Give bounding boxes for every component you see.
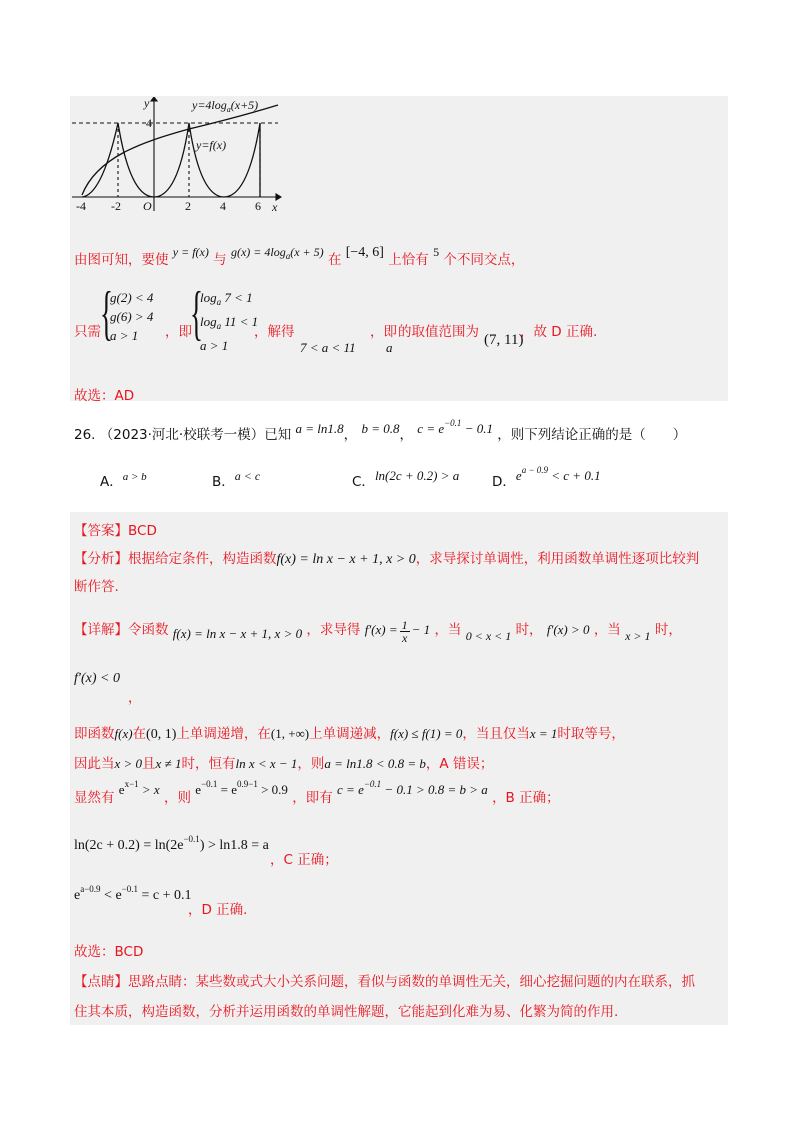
text: ，A 错误； bbox=[425, 756, 494, 772]
text: 上恰有 bbox=[388, 252, 429, 268]
comma: ， bbox=[128, 690, 142, 706]
question-26: 26. （2023·河北·校联考一模）已知 a = ln1.8， b = 0.8， $c = e^{-0.1} - 0.1$ ，则下列结论正确的是（ ） bbox=[74, 418, 687, 443]
math-exp-ineq: $e^{x-1} > x$ bbox=[118, 779, 160, 797]
math-range: (7, 11) bbox=[484, 332, 524, 348]
obvious-line bbox=[74, 779, 560, 806]
brace-1: { bbox=[100, 280, 113, 346]
math-int1: (0, 1) bbox=[146, 727, 177, 742]
math-a-def: a = ln1.8 bbox=[295, 421, 344, 436]
sys1-row: g(6) > 4 bbox=[110, 309, 154, 324]
graph-label-y: y bbox=[144, 97, 150, 110]
math-neg: f′(x) < 0 bbox=[74, 671, 120, 686]
math-cond: x ≠ 1 bbox=[155, 756, 182, 771]
text: ，求导探讨单调性，利用函数单调性逐项比较判 bbox=[415, 551, 700, 567]
math-int2: (1, +∞) bbox=[270, 726, 310, 741]
sys2-row: $\log_a 7 < 1$ bbox=[200, 290, 253, 307]
text: 时， bbox=[515, 622, 543, 638]
math-c-line: $\ln(2c + 0.2) = \ln(2e^{-0.1}) > \ln 1.8 = a$ bbox=[74, 834, 269, 853]
math-d-line: $e^{a-0.9} < e^{-0.1} = c + 0.1$ bbox=[74, 884, 192, 903]
option-math: ln(2c + 0.2) > a bbox=[374, 468, 460, 483]
text: ，即有 bbox=[292, 790, 333, 806]
tick-origin: O bbox=[143, 199, 152, 213]
answer-ad: 故选：AD bbox=[74, 388, 135, 404]
math-num: 5 bbox=[433, 245, 440, 259]
tick-4: 4 bbox=[220, 199, 226, 213]
text: 时， bbox=[654, 622, 682, 638]
math-ineq: ln x < x − 1 bbox=[235, 756, 298, 771]
sys1-row: a > 1 bbox=[110, 328, 139, 343]
math-fn: f(x) = ln x − x + 1, x > 0 bbox=[172, 626, 303, 641]
option-d[interactable] bbox=[492, 465, 601, 490]
text: 思路点睛：某些数或式大小关系问题，看似与函数的单调性无关，细心挖掘问题的内在联系，抓 bbox=[128, 974, 695, 990]
range-line bbox=[74, 320, 101, 340]
option-a[interactable] bbox=[100, 470, 147, 490]
text: ，即 bbox=[165, 324, 192, 340]
math-derivative: f′(x) = $\frac{1}{x}$ − 1 bbox=[364, 617, 431, 645]
math-pos: f′(x) > 0 bbox=[546, 622, 590, 637]
c-correct: ，C 正确； bbox=[270, 852, 338, 868]
math-exp-chain: $e^{-0.1} = e^{0.9-1} > 0.9$ bbox=[195, 779, 288, 797]
math-cond: 0 < x < 1 bbox=[465, 629, 512, 643]
math-fn: f(x) = ln x − x + 1, x > 0 bbox=[276, 552, 416, 567]
analysis-tag: 【分析】 bbox=[74, 551, 128, 567]
graph-label-4: 4 bbox=[146, 116, 152, 130]
math-cond: x > 1 bbox=[625, 629, 651, 643]
text: ，故 D 正确. bbox=[520, 324, 598, 340]
range-line-c bbox=[254, 320, 295, 340]
math-fx: f(x) bbox=[114, 726, 133, 741]
text: ，当 bbox=[434, 622, 462, 638]
math-solution-interval: 7 < a < 11 bbox=[300, 340, 356, 355]
intersection-line bbox=[74, 245, 525, 269]
sys1-row: g(2) < 4 bbox=[110, 290, 154, 305]
text: 时取等号， bbox=[557, 726, 625, 742]
text: 上单调递减， bbox=[309, 726, 391, 742]
range-line-d bbox=[370, 320, 397, 340]
text: 且 bbox=[142, 756, 156, 772]
option-math: $e^{a - 0.9} < c + 0.1$ bbox=[515, 465, 601, 483]
analysis-line bbox=[74, 547, 699, 568]
sys2-row: $\log_a 11 < 1$ bbox=[200, 314, 259, 331]
text: 因此当 bbox=[74, 756, 115, 772]
tip-line bbox=[74, 970, 695, 990]
range-line-e bbox=[398, 320, 479, 340]
text: 的取值范围为 bbox=[398, 324, 479, 340]
question-source: （2023·河北·校联考一模）已知 bbox=[99, 427, 292, 443]
hence-line bbox=[74, 752, 493, 772]
detail-tag: 【详解】 bbox=[74, 622, 128, 638]
question-tail: ，则下列结论正确的是（ ） bbox=[497, 427, 687, 443]
math-var-a: a bbox=[386, 340, 393, 355]
text: ，B 正确； bbox=[492, 790, 560, 806]
tick--4: -4 bbox=[76, 199, 86, 213]
text: 上单调递增，在 bbox=[176, 726, 271, 742]
range-line-b bbox=[165, 320, 192, 340]
text: 在 bbox=[132, 726, 147, 742]
text: 在 bbox=[327, 252, 342, 268]
text: ，则 bbox=[297, 756, 325, 772]
tip-line-2: 住其本质，构造函数，分析并运用函数的单调性解题，它能起到化难为易、化繁为简的作用. bbox=[74, 1004, 619, 1020]
math-fx: y = f(x) bbox=[172, 245, 209, 259]
answer-value: BCD bbox=[128, 523, 157, 539]
brace-2: { bbox=[190, 280, 203, 346]
math-final-chain: $c = e^{-0.1} - 0.1 > 0.8 = b > a$ bbox=[337, 779, 488, 797]
math-b-def: b = 0.8 bbox=[361, 421, 400, 436]
option-letter: C． bbox=[352, 474, 375, 490]
math-ineq: f(x) ≤ f(1) = 0 bbox=[390, 726, 463, 741]
tick-6: 6 bbox=[255, 199, 261, 213]
text: 令函数 bbox=[128, 622, 169, 638]
graph-label-x: x bbox=[272, 200, 278, 214]
math-c-def: $c = e^{-0.1} - 0.1$ bbox=[417, 418, 493, 436]
text: ，当 bbox=[593, 622, 621, 638]
text: 显然有 bbox=[74, 790, 115, 806]
math-cond: x > 0 bbox=[114, 756, 143, 771]
math-interval: [−4, 6] bbox=[345, 245, 384, 260]
range-line-f bbox=[520, 320, 597, 340]
text: 由图可知，要使 bbox=[74, 252, 169, 268]
text: 个不同交点， bbox=[443, 252, 525, 268]
text: ，则 bbox=[164, 790, 191, 806]
detail-line bbox=[74, 618, 682, 644]
math-eq: x = 1 bbox=[529, 726, 558, 741]
text: 时，恒有 bbox=[181, 756, 236, 772]
monotonic-line bbox=[74, 722, 625, 743]
option-letter: A． bbox=[100, 474, 123, 490]
answer-bcd: 故选：BCD bbox=[74, 944, 144, 960]
neg-derivative bbox=[74, 670, 120, 687]
system-2 bbox=[200, 288, 258, 355]
graph-label-log: $y=4\log_a(x+5)$ bbox=[192, 98, 259, 114]
text: ，即 bbox=[370, 324, 397, 340]
math-gx: $g(x) = 4\log_a(x + 5)$ bbox=[230, 245, 324, 261]
tip-tag: 【点睛】 bbox=[74, 974, 128, 990]
text: ，解得 bbox=[254, 324, 295, 340]
sys2-row: a > 1 bbox=[200, 338, 229, 353]
answer-tag: 【答案】 bbox=[74, 523, 128, 539]
text: 根据给定条件，构造函数 bbox=[128, 551, 277, 567]
text: 只需 bbox=[74, 324, 101, 340]
option-c[interactable] bbox=[352, 470, 459, 490]
text: 与 bbox=[213, 252, 227, 268]
option-math: a > b bbox=[122, 471, 147, 483]
answer-line bbox=[74, 519, 157, 539]
text: ，当且仅当 bbox=[462, 726, 530, 742]
option-letter: B． bbox=[212, 474, 235, 490]
c-line bbox=[74, 834, 269, 854]
tick--2: -2 bbox=[111, 199, 121, 213]
math-chain: a = ln1.8 < 0.8 = b bbox=[324, 756, 426, 771]
system-1 bbox=[110, 288, 153, 345]
d-line bbox=[74, 884, 192, 904]
function-graph bbox=[72, 97, 282, 215]
text: ，求导得 bbox=[306, 622, 361, 638]
text: 即函数 bbox=[74, 726, 115, 742]
question-number: 26. bbox=[74, 427, 96, 443]
option-math: a < c bbox=[234, 469, 261, 483]
d-correct: ，D 正确. bbox=[188, 902, 248, 918]
graph-label-fx: y=f(x) bbox=[196, 138, 227, 152]
option-letter: D． bbox=[492, 474, 516, 490]
tick-2: 2 bbox=[185, 199, 191, 213]
analysis-line-2: 断作答. bbox=[74, 579, 119, 595]
option-b[interactable] bbox=[212, 470, 260, 490]
